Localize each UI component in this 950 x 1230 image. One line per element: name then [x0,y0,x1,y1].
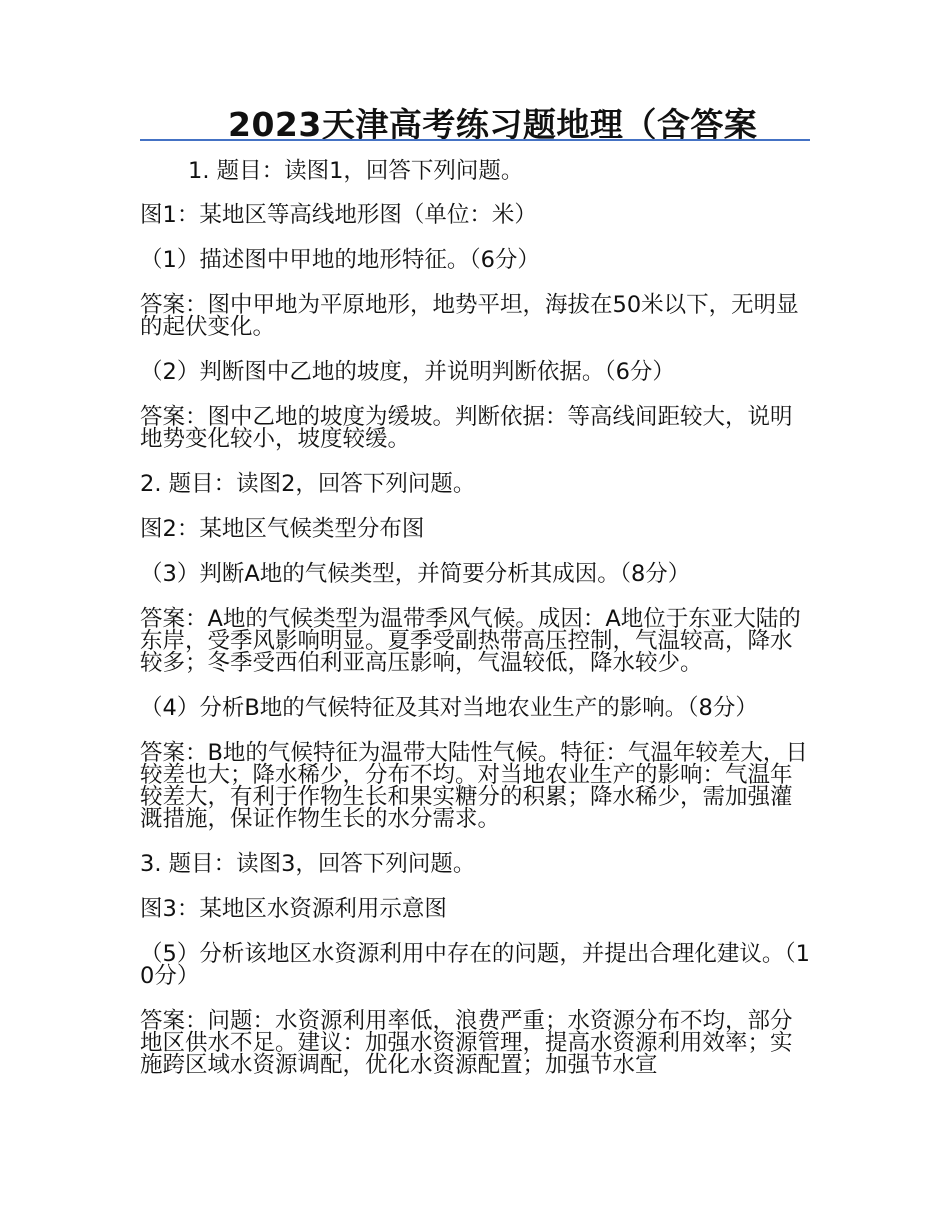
sub-question-5: （5）分析该地区水资源利用中存在的问题，并提出合理化建议。（10分） [140,941,810,989]
answer-4: 答案：B地的气候特征为温带大陆性气候。特征：气温年较差大，日较差也大；降水稀少，分布不均。对当地农业生产的影响：气温年较差大，有利于作物生长和果实糖分的积累；降水稀少，需加强灌溉措施，保证作物生长的水分需求。 [140,740,808,832]
question-3-heading: 3. 题目：读图3，回答下列问题。 [140,851,476,877]
sub-question-1: （1）描述图中甲地的地形特征。（6分） [140,247,540,273]
figure-1-caption: 图1：某地区等高线地形图（单位：米） [140,202,537,228]
document-body [140,160,812,1099]
figure-3-caption: 图3：某地区水资源利用示意图 [140,896,447,922]
answer-2: 答案：图中乙地的坡度为缓坡。判断依据：等高线间距较大，说明地势变化较小，坡度较缓。 [140,404,793,452]
sub-question-4: （4）分析B地的气候特征及其对当地农业生产的影响。（8分） [140,695,758,721]
answer-3: 答案：A地的气候类型为温带季风气候。成因：A地位于东亚大陆的东岸，受季风影响明显。夏季受副热带高压控制，气温较高，降水较多；冬季受西伯利亚高压影响，气温较低，降水较少。 [140,606,801,676]
title-underline [140,139,810,141]
question-2-heading: 2. 题目：读图2，回答下列问题。 [140,471,476,497]
answer-5: 答案：问题：水资源利用率低，浪费严重；水资源分布不均，部分地区供水不足。建议：加强水资源管理，提高水资源利用效率；实施跨区域水资源调配，优化水资源配置；加强节水宣 [140,1008,793,1078]
question-1-heading: 1. 题目：读图1，回答下列问题。 [188,158,524,184]
sub-question-2: （2）判断图中乙地的坡度，并说明判断依据。（6分） [140,359,675,385]
answer-1: 答案：图中甲地为平原地形，地势平坦，海拔在50米以下，无明显的起伏变化。 [140,292,799,340]
page-title: 2023天津高考练习题地理（含答案 [228,105,758,144]
sub-question-3: （3）判断A地的气候类型，并简要分析其成因。（8分） [140,561,691,587]
figure-2-caption: 图2：某地区气候类型分布图 [140,516,425,542]
